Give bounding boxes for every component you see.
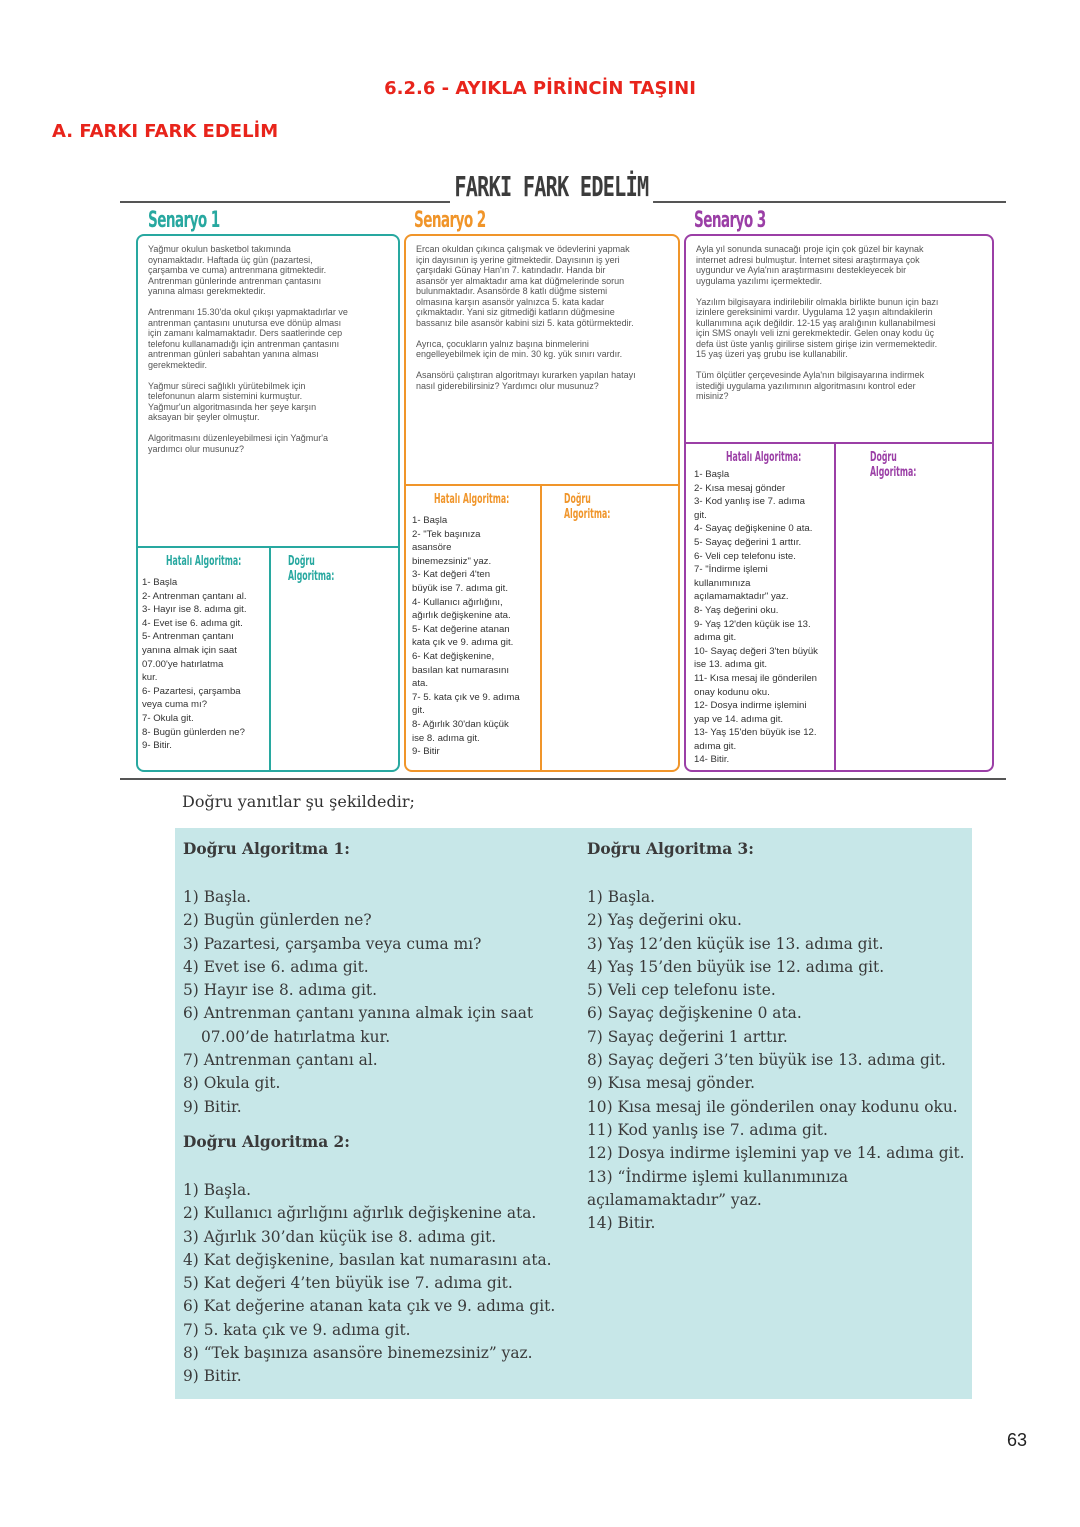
scenario-3-text: Ayla yıl sonunda sunacağı proje için çok güzel bir kaynak internet adresi bulmuştur. İnternet sitesi araştırmaya çok uygundur ve Ayla'nın araştırmasını destekleyecek bir uygulama yazılımı içermektedir. Yazılım bilgisayara indirilebilir olmakla birlikte bunun için bazı izinlere gereksinimi vardır. Uygulama 12 yaşın altındakilerin kullanımına açık değildir. 12-15 yaş aralığının kullanabilmesi için SMS onaylı veli izni gerekmektedir. Gelen onay kodu üç defa üst üste yanlış girilirse sistem girişe izin vermemektedir. 15 yaş üzeri yaş grubu ise kullanabilir. Tüm ölçütler çerçevesinde Ayla'nın bilgisayarına indirmek istediği uygulama yazılımının algoritmasını kontrol eder misiniz? bbox=[696, 244, 939, 401]
answers-right-column bbox=[587, 840, 967, 1235]
list-item: 6) Antrenman çantanı yanına almak için saat bbox=[183, 1004, 534, 1023]
scenario-2-box bbox=[404, 234, 680, 772]
list-item: 2) Bugün günlerden ne? bbox=[183, 911, 372, 930]
footer-rule bbox=[120, 778, 1006, 780]
list-item: açılamamaktadır” yaz. bbox=[587, 1190, 762, 1209]
list-item: 1) Başla. bbox=[587, 888, 656, 906]
list-item: 14) Bitir. bbox=[587, 1214, 656, 1233]
scenario-3-box bbox=[684, 234, 994, 772]
list-item: 11) Kod yanlış ise 7. adıma git. bbox=[587, 1120, 828, 1139]
list-item: 3) Pazartesi, çarşamba veya cuma mı? bbox=[183, 934, 482, 953]
list-item: 12) Dosya indirme işlemini yap ve 14. adıma git. bbox=[587, 1144, 965, 1163]
worksheet-title: FARKI FARK EDELİM bbox=[450, 170, 653, 203]
answers-box bbox=[175, 828, 972, 1399]
answers-intro: Doğru yanıtlar şu şekildedir; bbox=[182, 792, 415, 811]
algorithm-2-title: Doğru Algoritma 2: bbox=[183, 1132, 350, 1151]
hatali-label: Hatalı Algoritma: bbox=[166, 554, 242, 569]
algorithm-1-title: Doğru Algoritma 1: bbox=[183, 840, 350, 858]
list-item: 3) Yaş 12’den küçük ise 13. adıma git. bbox=[587, 934, 884, 953]
hatali-label: Hatalı Algoritma: bbox=[726, 450, 802, 465]
list-item: 4) Kat değişkenine, basılan kat numarasını ata. bbox=[183, 1250, 552, 1269]
list-item: 5) Hayır ise 8. adıma git. bbox=[183, 981, 378, 1000]
list-item: 9) Bitir. bbox=[183, 1367, 242, 1386]
list-item: 5) Kat değeri 4’ten büyük ise 7. adıma git. bbox=[183, 1274, 513, 1293]
list-item: 4) Yaş 15’den büyük ise 12. adıma git. bbox=[587, 957, 885, 976]
list-item: 8) “Tek başınıza asansöre binemezsiniz” yaz. bbox=[183, 1344, 533, 1363]
list-item: 6) Sayaç değişkenine 0 ata. bbox=[587, 1004, 802, 1023]
list-item: 7) Sayaç değerini 1 arttır. bbox=[587, 1027, 788, 1046]
hatali-label: Hatalı Algoritma: bbox=[434, 492, 510, 507]
list-item: 2) Kullanıcı ağırlığını ağırlık değişkenine ata. bbox=[183, 1204, 537, 1223]
scenario-1-wrong-algorithm: 1- Başla 2- Antrenman çantanı al. 3- Hayır ise 8. adıma git. 4- Evet ise 6. adıma git. 5- Antrenman çantanı yanına almak için saat 07.00'ye hatırlatma kur. 6- Pazartesi, çarşamba veya cuma mı? 7- Okula git. 8- Bugün günlerden ne? 9- Bitir. bbox=[142, 577, 247, 752]
dogru-label: Doğru Algoritma: bbox=[564, 492, 611, 522]
document-title: 6.2.6 - AYIKLA PİRİNCİN TAŞINI bbox=[384, 78, 696, 99]
list-item: 9) Kısa mesaj gönder. bbox=[587, 1074, 756, 1093]
scenario-1-box bbox=[136, 234, 400, 772]
list-item: 1) Başla. bbox=[183, 888, 252, 906]
list-item: 07.00’de hatırlatma kur. bbox=[201, 1027, 391, 1046]
algorithm-2-list bbox=[183, 1179, 573, 1389]
scenario-1-label: Senaryo 1 bbox=[148, 208, 220, 233]
algorithm-3-title: Doğru Algoritma 3: bbox=[587, 840, 754, 858]
list-item: 8) Sayaç değeri 3’ten büyük ise 13. adıma git. bbox=[587, 1051, 946, 1070]
list-item: 2) Yaş değerini oku. bbox=[587, 911, 742, 930]
worksheet-figure bbox=[120, 168, 1006, 780]
list-item: 10) Kısa mesaj ile gönderilen onay kodunu oku. bbox=[587, 1097, 958, 1116]
list-item: 5) Veli cep telefonu iste. bbox=[587, 981, 776, 1000]
scenario-1-text: Yağmur okulun basketbol takımında oynamaktadır. Haftada üç gün (pazartesi, çarşamba ve cuma) antrenmana gitmektedir. Antrenman günlerinde antrenman çantasını yanına alması gerekmektedir. Antrenmanı 15.30'da okul çıkışı yapmaktadırlar ve antrenman çantasını unutursa eve dönüp alması için zamanı kalmamaktadır. Ders saatlerinde cep telefonu kullanamadığı için antrenman çantasını antrenman günleri sabahtan yanına alması gerekmektedir. Yağmur süreci sağlıklı yürütebilmek için telefonunun alarm sistemini kurmuştur. Yağmur'un algoritmasında her şeye karşın aksayan bir şeyler olmuştur. Algoritmasını düzenleyebilmesi için Yağmur'a yardımcı olur musunuz? bbox=[148, 244, 348, 454]
section-title: A. FARKI FARK EDELİM bbox=[52, 121, 279, 142]
divider bbox=[138, 546, 398, 548]
list-item: 8) Okula git. bbox=[183, 1074, 281, 1093]
dogru-label: Doğru Algoritma: bbox=[870, 450, 917, 480]
list-item: 4) Evet ise 6. adıma git. bbox=[183, 957, 369, 976]
scenario-3-wrong-algorithm: 1- Başla 2- Kısa mesaj gönder 3- Kod yanlış ise 7. adıma git. 4- Sayaç değişkenine 0 ata. 5- Sayaç değerini 1 arttır. 6- Veli cep telefonu iste. 7- "İndirme işlemi kullanımınıza açılamamaktadır" yaz. 8- Yaş değerini oku. 9- Yaş 12'den küçük ise 13. adıma git. 10- Sayaç değeri 3'ten büyük ise 13. adıma git. 11- Kısa mesaj ile gönderilen onay kodunu oku. 12- Dosya indirme işlemini yap ve 14. adıma git. 13- Yaş 15'den büyük ise 12. adıma git. 14- Bitir. bbox=[694, 469, 818, 766]
list-item: 13) “İndirme işlemi kullanımınıza bbox=[587, 1167, 849, 1186]
answers-left-column bbox=[183, 840, 573, 1389]
list-item: 7) Antrenman çantanı al. bbox=[183, 1051, 378, 1070]
scenario-2-wrong-algorithm: 1- Başla 2- "Tek başınıza asansöre binemezsiniz" yaz. 3- Kat değeri 4'ten büyük ise 7. adıma git. 4- Kullanıcı ağırlığını, ağırlık değişkenine ata. 5- Kat değerine atanan kata çık ve 9. adıma git. 6- Kat değişkenine, basılan kat numarasını ata. 7- 5. kata çık ve 9. adıma git. 8- Ağırlık 30'dan küçük ise 8. adıma git. 9- Bitir bbox=[412, 515, 520, 758]
list-item: 1) Başla. bbox=[183, 1180, 252, 1199]
scenario-3-label: Senaryo 3 bbox=[694, 208, 766, 233]
divider bbox=[406, 484, 678, 486]
divider bbox=[686, 442, 992, 444]
dogru-label: Doğru Algoritma: bbox=[288, 554, 335, 584]
algorithm-3-list bbox=[587, 886, 967, 1235]
list-item: 3) Ağırlık 30’dan küçük ise 8. adıma git. bbox=[183, 1227, 497, 1246]
list-item: 7) 5. kata çık ve 9. adıma git. bbox=[183, 1320, 411, 1339]
scenario-2-text: Ercan okuldan çıkınca çalışmak ve ödevlerini yapmak için dayısının iş yerine gitmektedir. Dayısının iş yeri çarşıdaki Günay Han'ın 7. katındadır. Handa bir asansör yer almaktadır ama kat düğmelerinde sorun bulunmaktadır. Asansörde 8 katlı düğme sistemi olmasına karşın asansör yalnızca 5. kata kadar çıkmaktadır. Yani siz gitmediği katların düğmesine bassanız bile asansör kabini sizi 5. kata götürmektedir. Ayrıca, çocukların yalnız başına binmelerini engelleyebilmek için de min. 30 kg. yük sınırı vardır. Asansörü çalıştıran algoritmayı kurarken yapılan hatayı nasıl giderebilirsiniz? Yardımcı olur musunuz? bbox=[416, 244, 636, 391]
list-item: 6) Kat değerine atanan kata çık ve 9. adıma git. bbox=[183, 1297, 556, 1316]
scenario-2-label: Senaryo 2 bbox=[414, 208, 486, 233]
algorithm-1-list bbox=[183, 886, 573, 1119]
page-number: 63 bbox=[1007, 1430, 1028, 1450]
list-item: 9) Bitir. bbox=[183, 1097, 242, 1116]
